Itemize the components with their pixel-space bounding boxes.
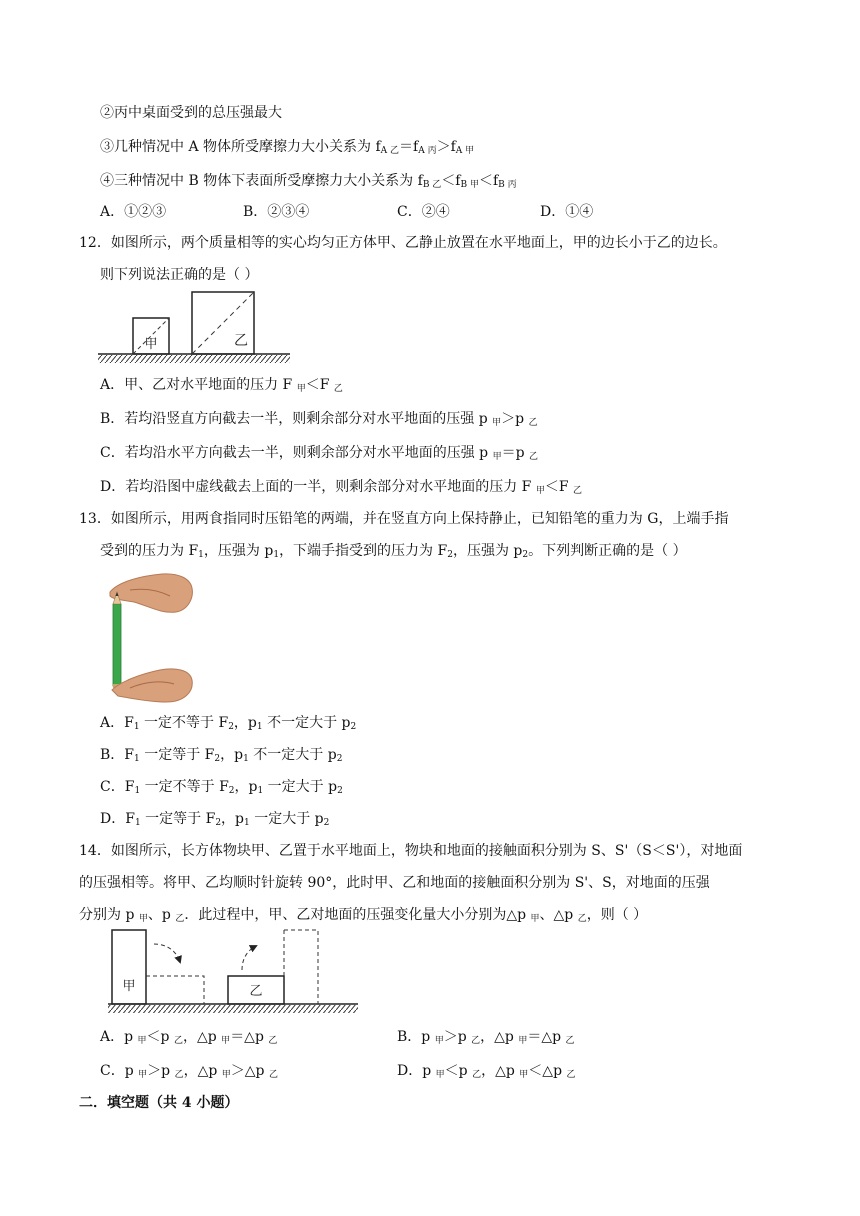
subscript: 甲: [492, 418, 502, 428]
text: 、p: [147, 907, 176, 923]
text: A．甲、乙对水平地面的压力 F: [100, 377, 297, 393]
subscript: 1: [133, 722, 140, 732]
text: ＜F: [305, 377, 334, 393]
text: ，p: [221, 811, 245, 827]
text: D．若均沿图中虚线截去上面的一半，则剩余部分对水平地面的压力 F: [100, 479, 536, 495]
prev-option-c[interactable]: C．②④: [397, 204, 450, 220]
ground-hatch: [98, 355, 290, 363]
subscript: 2: [214, 754, 221, 764]
text: C．F: [100, 779, 135, 795]
text: ，下端手指受到的压力为 F: [279, 543, 448, 559]
text: C．若均沿水平方向截去一半，则剩余部分对水平地面的压强 p: [100, 445, 493, 461]
text: 一定大于 p: [249, 811, 324, 827]
subscript: 乙: [529, 452, 539, 462]
subscript: 乙: [565, 1036, 575, 1046]
text: ＜p: [146, 1029, 174, 1045]
subscript: 2: [323, 818, 330, 828]
q12-option-a[interactable]: [100, 376, 343, 398]
ground-hatch: [108, 1005, 358, 1013]
cube-jia-label: 甲: [144, 337, 158, 352]
q13-stem-line1: 13．如图所示，用两食指同时压铅笔的两端，并在竖直方向上保持静止，已知铅笔的重力为 G，上端手指: [79, 511, 729, 527]
subscript: 2: [350, 722, 357, 732]
text: ，△p: [183, 1063, 222, 1079]
q13-option-d[interactable]: [100, 810, 329, 832]
text: B．若均沿竖直方向截去一半，则剩余部分对水平地面的压强 p: [100, 411, 493, 427]
text: C．p: [100, 1063, 139, 1079]
block-yi-rotated: [284, 930, 318, 1004]
text: 一定等于 F: [140, 811, 216, 827]
text: ，p: [233, 715, 257, 731]
subscript: 甲: [137, 1036, 147, 1046]
text: A．F: [100, 715, 134, 731]
q14-option-b[interactable]: [397, 1028, 575, 1050]
text: ＞p: [501, 411, 529, 427]
q12-option-c[interactable]: [100, 444, 538, 466]
q13-option-c[interactable]: [100, 778, 343, 800]
block-jia-rotated: [146, 976, 204, 1004]
subscript: A 丙: [418, 146, 437, 156]
subscript: A 甲: [455, 146, 475, 156]
subscript: 甲: [138, 1070, 148, 1080]
text: 一定大于 p: [263, 779, 338, 795]
text: ，则（ ）: [586, 907, 648, 923]
text: 分别为 p: [79, 907, 139, 923]
text: ，△p: [480, 1029, 519, 1045]
text: 一定不等于 F: [139, 715, 229, 731]
text: ＞△p: [230, 1063, 269, 1079]
subscript: 2: [447, 550, 453, 560]
q13-figure-pencil-fingers: [100, 570, 196, 704]
text: B．p: [397, 1029, 435, 1045]
subscript: 1: [134, 754, 140, 764]
subscript: 甲: [530, 914, 540, 924]
subscript: 乙: [174, 1070, 184, 1080]
text: B．F: [100, 747, 135, 763]
text: ＝△p: [230, 1029, 269, 1045]
text: ＜f: [441, 173, 461, 189]
prev-option-b[interactable]: B．②③④: [243, 204, 310, 220]
text: D．F: [100, 811, 135, 827]
subscript: 乙: [573, 486, 583, 496]
subscript: 1: [198, 550, 204, 560]
block-jia-label: 甲: [122, 979, 136, 994]
q12-stem-line1: 12．如图所示，两个质量相等的实心均匀正方体甲、乙静止放置在水平地面上，甲的边长小于乙的边长。: [79, 235, 727, 251]
text: ＜f: [478, 173, 499, 189]
text: ＜△p: [528, 1063, 567, 1079]
prev-option-d[interactable]: D．①④: [540, 204, 594, 220]
text: ③几种情况中 A 物体所受摩擦力大小关系为 f: [100, 139, 381, 155]
subscript: 1: [134, 786, 141, 796]
subscript: 1: [244, 818, 250, 828]
subscript: 甲: [492, 452, 502, 462]
cube-yi-label: 乙: [234, 333, 248, 349]
q13-stem-line2: [100, 542, 687, 564]
text: ，p: [234, 779, 258, 795]
q12-figure-cubes: [96, 290, 292, 366]
subscript: 甲: [535, 486, 545, 496]
text: ④三种情况中 B 物体下表面所受摩擦力大小关系为 f: [100, 173, 423, 189]
subscript: 2: [336, 754, 343, 764]
q14-option-a[interactable]: [100, 1028, 277, 1050]
text: 一定等于 F: [139, 747, 215, 763]
text: D．p: [397, 1063, 436, 1079]
subscript: 2: [337, 786, 343, 796]
q13-option-b[interactable]: [100, 746, 342, 768]
rotate-arrow-yi: [242, 946, 256, 970]
q14-option-d[interactable]: [397, 1062, 576, 1084]
text: ＝p: [501, 445, 530, 461]
text: ＜F: [544, 479, 574, 495]
subscript: 甲: [221, 1036, 231, 1046]
text: ，△p: [481, 1063, 520, 1079]
text: 。下列判断正确的是（ ）: [528, 543, 687, 559]
q14-stem-line2: 的压强相等。将甲、乙均顺时针旋转 90°，此时甲、乙和地面的接触面积分别为 S'、S，对地面的压强: [79, 875, 710, 891]
text: A．p: [100, 1029, 138, 1045]
q12-stem-line2: 则下列说法正确的是（ ）: [100, 267, 259, 283]
subscript: 甲: [519, 1070, 529, 1080]
subscript: 甲: [434, 1036, 444, 1046]
text: ＞p: [147, 1063, 175, 1079]
subscript: A 乙: [380, 146, 400, 156]
q12-option-d[interactable]: [100, 478, 582, 500]
subscript: 甲: [138, 914, 148, 924]
text: ＞p: [443, 1029, 472, 1045]
subscript: 乙: [268, 1036, 278, 1046]
q12-option-b[interactable]: [100, 410, 538, 432]
subscript: 甲: [518, 1036, 528, 1046]
statement-4: [100, 172, 517, 194]
text: 不一定大于 p: [262, 715, 351, 731]
prev-option-a[interactable]: A．①②③: [100, 204, 167, 220]
subscript: 乙: [471, 1036, 481, 1046]
subscript: 乙: [566, 1070, 576, 1080]
q14-stem-line3: [79, 906, 647, 928]
q13-option-a[interactable]: [100, 714, 356, 736]
upper-hand: [110, 574, 192, 612]
statement-3: [100, 138, 474, 160]
subscript: 乙: [528, 418, 538, 428]
text: ＝f: [399, 139, 419, 155]
q14-option-c[interactable]: [100, 1062, 278, 1084]
subscript: 乙: [333, 384, 343, 394]
subscript: 乙: [175, 914, 185, 924]
text: ，p: [220, 747, 244, 763]
subscript: B 甲: [460, 180, 479, 190]
pencil-body: [113, 604, 121, 686]
q14-figure-blocks: [96, 926, 364, 1018]
subscript: 乙: [268, 1070, 278, 1080]
subscript: 甲: [296, 384, 306, 394]
lower-hand: [112, 669, 192, 702]
subscript: 2: [215, 818, 222, 828]
subscript: 甲: [435, 1070, 445, 1080]
text: 不一定大于 p: [248, 747, 337, 763]
text: ＞f: [436, 139, 456, 155]
subscript: 1: [256, 722, 263, 732]
subscript: 1: [273, 550, 280, 560]
text: 受到的压力为 F: [100, 543, 199, 559]
subscript: 甲: [221, 1070, 231, 1080]
block-yi-label: 乙: [249, 984, 263, 999]
subscript: 2: [228, 722, 234, 732]
section-heading-fill-in: 二．填空题（共 4 小题）: [79, 1095, 239, 1111]
rotate-arrow-jia: [154, 944, 180, 962]
subscript: 1: [243, 754, 249, 764]
statement-2: ②丙中桌面受到的总压强最大: [100, 105, 282, 121]
text: ＝△p: [527, 1029, 566, 1045]
subscript: B 乙: [422, 180, 442, 190]
subscript: 1: [257, 786, 264, 796]
subscript: 2: [228, 786, 235, 796]
subscript: 乙: [472, 1070, 482, 1080]
subscript: 1: [134, 818, 141, 828]
text: ，压强为 p: [452, 543, 523, 559]
text: 、△p: [539, 907, 578, 923]
q14-stem-line1: 14．如图所示，长方体物块甲、乙置于水平地面上，物块和地面的接触面积分别为 S、S'（S＜S'），对地面: [79, 843, 743, 859]
subscript: 乙: [173, 1036, 183, 1046]
text: ＜p: [444, 1063, 473, 1079]
text: ，压强为 p: [203, 543, 274, 559]
text: ，△p: [182, 1029, 222, 1045]
subscript: 2: [522, 550, 529, 560]
text: 一定不等于 F: [140, 779, 229, 795]
subscript: B 丙: [498, 180, 517, 190]
text: ．此过程中，甲、乙对地面的压强变化量大小分别为△p: [184, 907, 531, 923]
subscript: 乙: [577, 914, 587, 924]
